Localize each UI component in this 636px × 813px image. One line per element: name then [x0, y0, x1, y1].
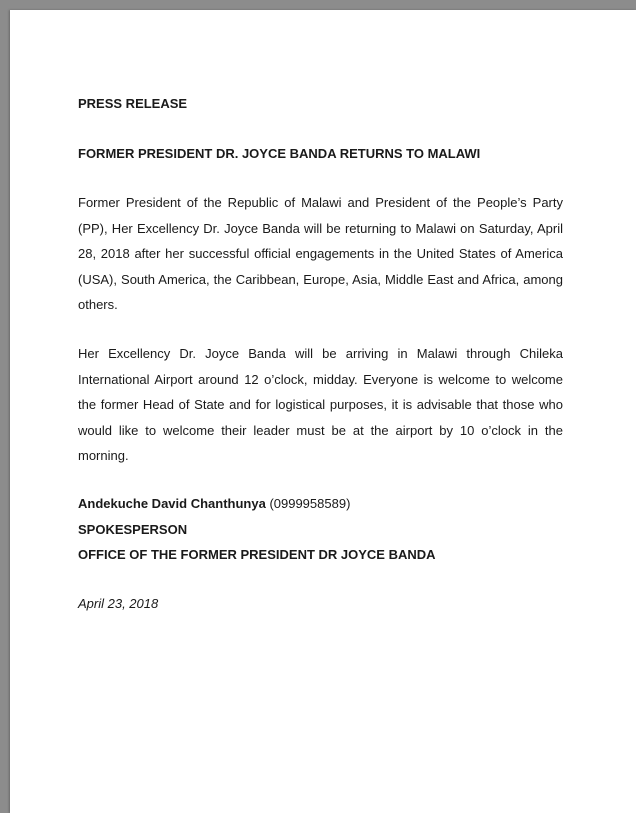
- press-release-label: PRESS RELEASE: [78, 96, 188, 111]
- signatory-office: OFFICE OF THE FORMER PRESIDENT DR JOYCE BANDA: [78, 547, 436, 562]
- paragraph-2: Her Excellency Dr. Joyce Banda will be arriving in Malawi through Chileka International Airport around 12 o’clock, midday. Everyone is welcome to welcome the former Head of State and for logistical purposes, it is advisable that those who would like to welcome their leader must be at the airport by 10 o’clock in the morning.: [78, 346, 563, 464]
- signatory-phone: (0999958589): [269, 496, 351, 511]
- paragraph-1: Former President of the Republic of Malawi and President of the People’s Party (PP), Her Excellency Dr. Joyce Banda will be returning to Malawi on Saturday, April 28, 2018 after her successful official engagements in the United States of America (USA), South America, the Caribbean, Europe, Asia, Middle East and Africa, among others.: [78, 195, 563, 313]
- signatory-line: [78, 496, 350, 511]
- headline: FORMER PRESIDENT DR. JOYCE BANDA RETURNS TO MALAWI: [78, 146, 481, 161]
- release-date: April 23, 2018: [78, 596, 159, 611]
- signatory-name: Andekuche David Chanthunya: [78, 496, 266, 511]
- document-page: [10, 10, 636, 813]
- signatory-role: SPOKESPERSON: [78, 522, 188, 537]
